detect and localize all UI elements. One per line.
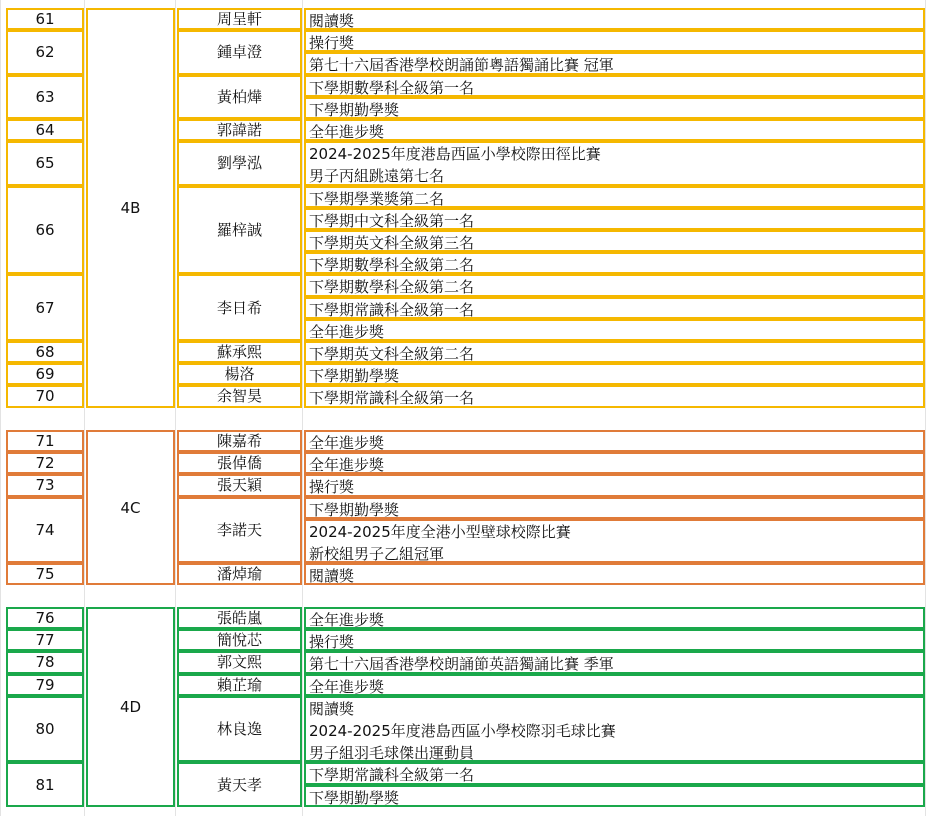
award-text: 全年進步獎 (309, 322, 385, 341)
row-number: 74 (6, 497, 84, 564)
student-name: 賴芷瑜 (177, 674, 302, 696)
award-cell (304, 452, 925, 474)
class-label: 4D (86, 607, 175, 807)
award-text: 2024-2025年度全港小型壁球校際比賽 (309, 522, 571, 541)
award-cell (304, 651, 925, 673)
award-text: 新校組男子乙組冠軍 (309, 544, 445, 563)
student-name: 陳嘉希 (177, 430, 302, 452)
award-text: 下學期數學科全級第一名 (309, 78, 475, 97)
student-name: 鍾卓澄 (177, 30, 302, 74)
award-cell (304, 762, 925, 784)
award-cell (304, 363, 925, 385)
row-number: 80 (6, 696, 84, 763)
award-cell (304, 474, 925, 496)
award-cell (304, 119, 925, 141)
award-text: 男子丙組跳遠第七名 (309, 167, 445, 186)
row-number: 72 (6, 452, 84, 474)
award-text: 2024-2025年度港島西區小學校際田徑比賽 (309, 145, 601, 164)
award-text: 下學期常識科全級第一名 (309, 300, 475, 319)
award-cell (304, 629, 925, 651)
award-text: 全年進步獎 (309, 456, 385, 475)
gridline (0, 0, 1, 816)
row-number: 76 (6, 607, 84, 629)
row-number: 62 (6, 30, 84, 74)
award-cell (304, 497, 925, 519)
award-cell (304, 274, 925, 296)
student-name: 羅梓誠 (177, 186, 302, 275)
award-cell (304, 319, 925, 341)
award-text: 閱讀獎 (309, 12, 355, 30)
student-name: 簡悅芯 (177, 629, 302, 651)
award-text: 第七十六屆香港學校朗誦節粵語獨誦比賽 冠軍 (309, 56, 614, 75)
gridline (302, 0, 303, 816)
award-cell (304, 186, 925, 208)
row-number: 71 (6, 430, 84, 452)
award-text: 下學期數學科全級第二名 (309, 278, 475, 297)
row-number: 81 (6, 762, 84, 806)
award-cell (304, 563, 925, 585)
award-text: 全年進步獎 (309, 611, 385, 629)
student-name: 郭諱諾 (177, 119, 302, 141)
award-cell (304, 607, 925, 629)
row-number: 61 (6, 8, 84, 30)
award-cell (304, 208, 925, 230)
row-number: 73 (6, 474, 84, 496)
row-number: 67 (6, 274, 84, 341)
row-number: 78 (6, 651, 84, 673)
student-name: 郭文熙 (177, 651, 302, 673)
row-number: 63 (6, 75, 84, 119)
award-text: 下學期數學科全級第二名 (309, 256, 475, 275)
award-text: 下學期常識科全級第一名 (309, 389, 475, 408)
student-name: 黃柏燁 (177, 75, 302, 119)
student-name: 林良逸 (177, 696, 302, 763)
student-name: 楊洛 (177, 363, 302, 385)
award-cell (304, 252, 925, 274)
gridline (175, 0, 176, 816)
award-cell (304, 52, 925, 74)
row-number: 75 (6, 563, 84, 585)
award-text: 全年進步獎 (309, 434, 385, 452)
award-text: 下學期英文科全級第二名 (309, 345, 475, 363)
award-cell (304, 141, 925, 185)
gridline (925, 0, 926, 816)
award-cell (304, 75, 925, 97)
student-name: 張天穎 (177, 474, 302, 496)
student-name: 張倬僑 (177, 452, 302, 474)
student-name: 李諾天 (177, 497, 302, 564)
award-text: 操行獎 (309, 478, 355, 497)
award-text: 下學期勤學獎 (309, 500, 400, 519)
row-number: 64 (6, 119, 84, 141)
award-text: 下學期勤學獎 (309, 788, 400, 807)
student-name: 周呈軒 (177, 8, 302, 30)
award-cell (304, 674, 925, 696)
student-name: 黃天孝 (177, 762, 302, 806)
award-cell (304, 297, 925, 319)
award-cell (304, 385, 925, 407)
row-number: 77 (6, 629, 84, 651)
row-number: 79 (6, 674, 84, 696)
award-text: 下學期常識科全級第一名 (309, 766, 475, 785)
row-number: 70 (6, 385, 84, 407)
award-text: 第七十六屆香港學校朗誦節英語獨誦比賽 季軍 (309, 655, 614, 674)
row-number: 68 (6, 341, 84, 363)
award-cell (304, 97, 925, 119)
award-text: 操行獎 (309, 34, 355, 53)
award-cell (304, 30, 925, 52)
award-text: 下學期學業獎第二名 (309, 189, 445, 208)
award-text: 下學期中文科全級第一名 (309, 211, 475, 230)
award-cell (304, 785, 925, 807)
award-text: 下學期勤學獎 (309, 367, 400, 386)
class-label: 4C (86, 430, 175, 585)
award-cell (304, 519, 925, 563)
award-cell (304, 696, 925, 763)
award-text: 全年進步獎 (309, 677, 385, 696)
award-cell (304, 341, 925, 363)
student-name: 李日希 (177, 274, 302, 341)
row-number: 66 (6, 186, 84, 275)
award-text: 全年進步獎 (309, 123, 385, 141)
row-number: 69 (6, 363, 84, 385)
class-label: 4B (86, 8, 175, 408)
award-text: 閱讀獎 (309, 699, 355, 718)
student-name: 張皓嵐 (177, 607, 302, 629)
award-text: 閱讀獎 (309, 567, 355, 586)
award-text: 下學期勤學獎 (309, 100, 400, 119)
award-text: 操行獎 (309, 633, 355, 652)
award-cell (304, 430, 925, 452)
award-text: 男子組羽毛球傑出運動員 (309, 743, 475, 762)
row-number: 65 (6, 141, 84, 185)
gridline (84, 0, 85, 816)
award-text: 下學期英文科全級第三名 (309, 234, 475, 252)
student-name: 劉學泓 (177, 141, 302, 185)
student-name: 潘焯瑜 (177, 563, 302, 585)
award-cell (304, 230, 925, 252)
student-name: 蘇承熙 (177, 341, 302, 363)
student-name: 余智昊 (177, 385, 302, 407)
award-cell (304, 8, 925, 30)
award-text: 2024-2025年度港島西區小學校際羽毛球比賽 (309, 721, 616, 740)
